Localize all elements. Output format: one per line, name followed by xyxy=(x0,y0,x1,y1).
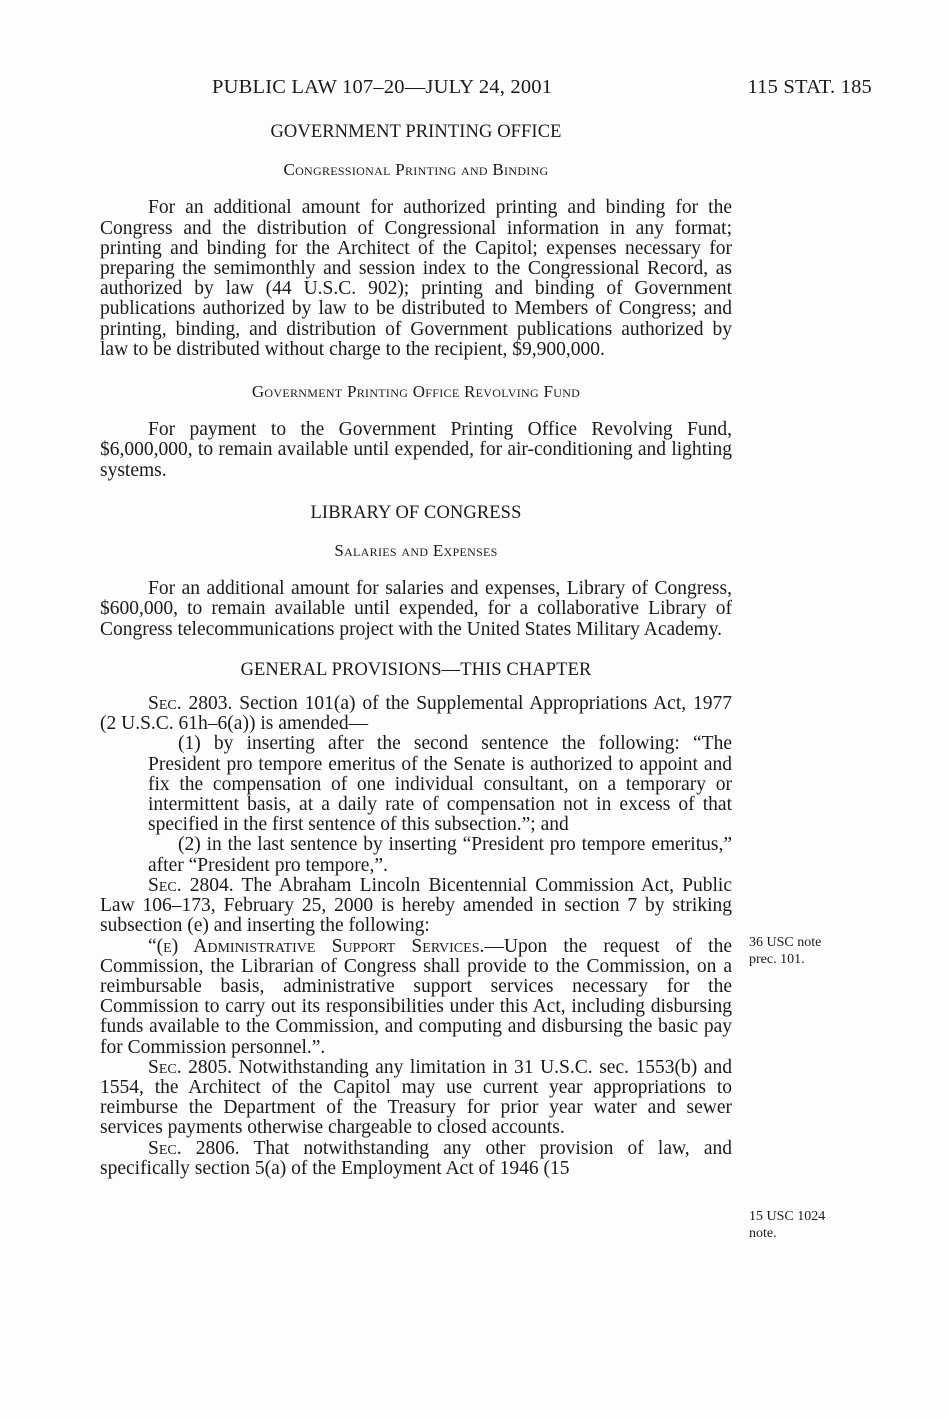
section-2806-label: Sec. 2806. xyxy=(148,1137,240,1159)
margin-note-36-usc xyxy=(749,934,859,968)
subheading-congressional-printing: Congressional Printing and Binding xyxy=(283,160,549,180)
header-page-number: 115 STAT. 185 xyxy=(747,76,872,98)
section-2804 xyxy=(100,876,732,937)
heading-general-provisions: GENERAL PROVISIONS—THIS CHAPTER xyxy=(240,659,592,680)
margin-note-15-usc-line-2: note. xyxy=(749,1226,777,1241)
header-title: PUBLIC LAW 107–20—JULY 24, 2001 xyxy=(212,76,553,98)
paragraph-congressional-printing: For an additional amount for authorized printing and binding for the Congress and the distribution of Congressional information in any format; printing and binding for the Architect of the Capitol; expenses necessary for preparing the semimonthly and session index to the Congressional Record, as authorized by law (44 U.S.C. 902); printing and binding of Government publications authorized by law to be distributed to Members of Congress; and printing, binding, and distribution of Government publications authorized by law to be distributed without charge to the recipient, $9,900,000. xyxy=(100,197,732,360)
paragraph-library-of-congress: For an additional amount for salaries and expenses, Library of Congress, $600,000, to remain available until expended, for a collaborative Library of Congress telecommunications project with the United States Military Academy. xyxy=(100,578,732,640)
section-2804-label: Sec. 2804. xyxy=(148,874,234,896)
margin-note-15-usc xyxy=(749,1208,859,1242)
section-2803-item-1: (1) by inserting after the second sentence the following: “The President pro tempore emeritus of the Senate is authorized to appoint and fix the compensation of one individual consultant, on a temporary or intermittent basis, at a daily rate of compensation not in excess of that specified in the first sentence of this subsection.”; and xyxy=(148,733,732,836)
section-2806 xyxy=(100,1139,732,1179)
section-2805 xyxy=(100,1058,732,1139)
heading-library-of-congress: LIBRARY OF CONGRESS xyxy=(310,502,522,523)
section-2804-quote-label: “(e) Administrative Support Services. xyxy=(148,935,485,957)
subheading-salaries-expenses: Salaries and Expenses xyxy=(334,541,498,561)
section-2803-item-2: (2) in the last sentence by inserting “President pro tempore emeritus,” after “President pro tempore,”. xyxy=(148,834,732,876)
section-2804-text: The Abraham Lincoln Bicentennial Commission Act, Public Law 106–173, February 25, 2000 is hereby amended in section 7 by striking subsection (e) and inserting the following: xyxy=(100,874,732,937)
section-2806-text: That notwithstanding any other provision of law, and specifically section 5(a) of the Employment Act of 1946 (15 xyxy=(100,1137,732,1179)
section-2805-label: Sec. 2805. xyxy=(148,1056,233,1078)
section-2805-text: Notwithstanding any limitation in 31 U.S.C. sec. 1553(b) and 1554, the Architect of the Capitol may use current year appropriations to reimburse the Department of the Treasury for prior year water and sewer services payments otherwise chargeable to closed accounts. xyxy=(100,1056,732,1139)
section-2803-text: Section 101(a) of the Supplemental Appropriations Act, 1977 (2 U.S.C. 61h–6(a)) is amended— xyxy=(100,693,732,735)
section-2803-label: Sec. 2803. xyxy=(148,693,233,715)
section-2804-quote-text: —Upon the request of the Commission, the Librarian of Congress shall provide to the Commission, on a reimbursable basis, administrative support services necessary for the Commission to carry out its responsibilities under this Act, including disbursing funds available to the Commission, and computing and disbursing the basic pay for Commission personnel.”. xyxy=(100,935,732,1058)
running-header xyxy=(0,76,948,102)
heading-government-printing-office: GOVERNMENT PRINTING OFFICE xyxy=(270,122,562,142)
paragraph-revolving-fund: For payment to the Government Printing Office Revolving Fund, $6,000,000, to remain available until expended, for air-conditioning and lighting systems. xyxy=(100,419,732,481)
margin-note-36-usc-line-1: 36 USC note xyxy=(749,935,822,950)
margin-note-15-usc-line-1: 15 USC 1024 xyxy=(749,1209,826,1224)
section-2803 xyxy=(100,694,732,734)
margin-note-36-usc-line-2: prec. 101. xyxy=(749,952,805,967)
document-body xyxy=(100,122,732,1179)
subheading-revolving-fund: Government Printing Office Revolving Fund xyxy=(251,382,581,402)
section-2804-quote xyxy=(100,937,732,1058)
